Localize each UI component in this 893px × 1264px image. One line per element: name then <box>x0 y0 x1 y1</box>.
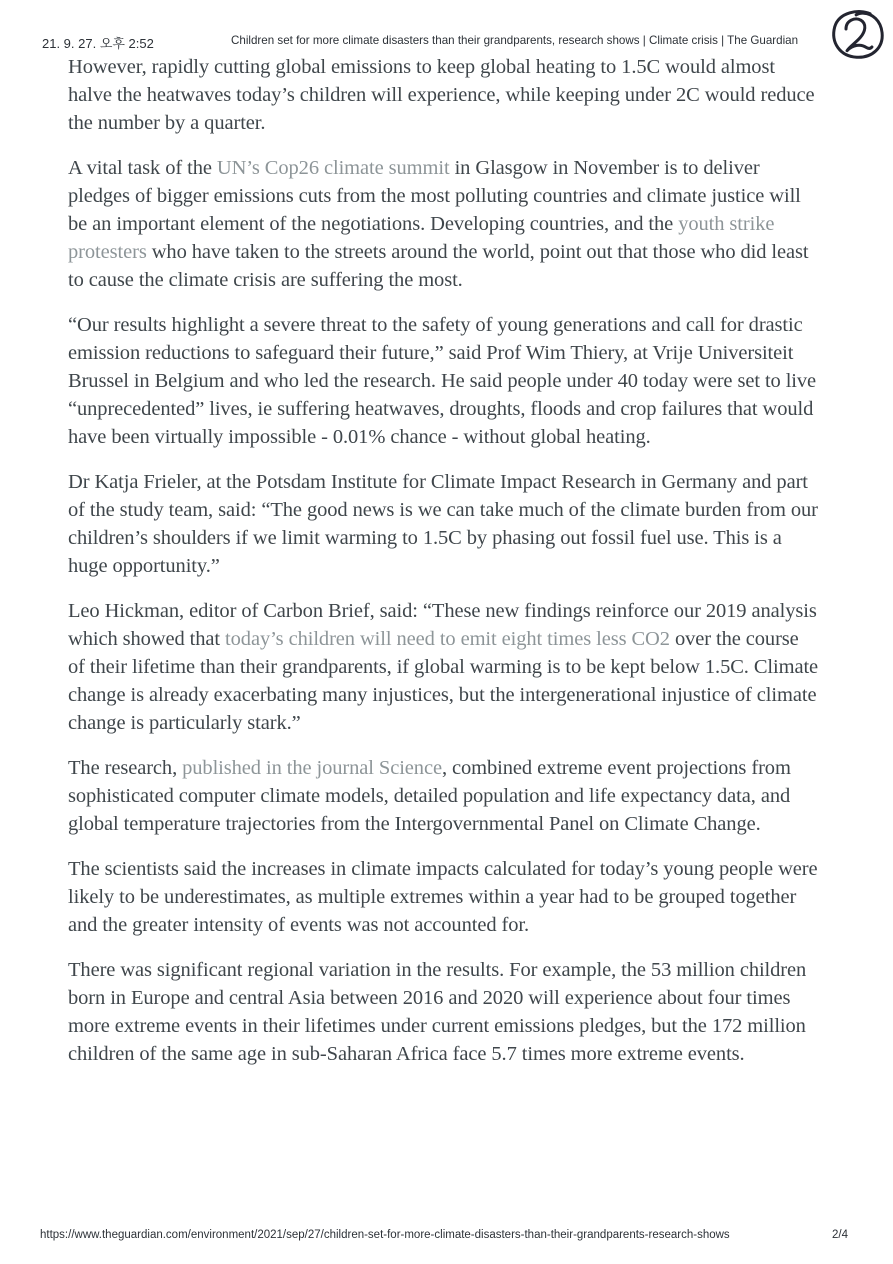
paragraph-text: The research, <box>68 757 183 779</box>
article-paragraph <box>68 311 820 451</box>
source-url: https://www.theguardian.com/environment/2021/sep/27/children-set-for-more-climate-disasters-than-their-grandparents-research-shows <box>40 1229 730 1241</box>
paragraph-text: Leo Hickman, editor of Carbon Brief, said: “These new findings reinforce our 2019 analysis which showed that <box>68 600 817 650</box>
handwritten-circled-2-icon <box>824 4 890 64</box>
paragraph-text: over the course of their lifetime than their grandparents, if global warming is to be kept below 1.5C. Climate change is already exacerbating many injustices, but the intergenerational injustice of climate change is particularly stark.” <box>68 628 819 734</box>
article-paragraph <box>68 956 820 1068</box>
article-paragraph <box>68 154 820 294</box>
article-paragraph <box>68 597 820 737</box>
paragraph-text: However, rapidly cutting global emissions to keep global heating to 1.5C would almost halve the heatwaves today’s children will experience, while keeping under 2C would reduce the number by a quarter. <box>68 56 815 134</box>
inline-link: youth strike protesters <box>68 213 775 263</box>
article-paragraph <box>68 754 820 838</box>
paragraph-text: who have taken to the streets around the world, point out that those who did least to cause the climate crisis are suffering the most. <box>68 241 809 291</box>
inline-link: UN’s Cop26 climate summit <box>216 157 450 179</box>
paragraph-text: A vital task of the <box>68 157 217 179</box>
inline-link: today’s children will need to emit eight times less CO2 <box>225 628 670 650</box>
print-timestamp: 21. 9. 27. 오후 2:52 <box>42 36 154 51</box>
article-paragraph <box>68 855 820 939</box>
page-number: 2/4 <box>832 1229 848 1241</box>
article-body <box>68 53 820 1085</box>
paragraph-text: Dr Katja Frieler, at the Potsdam Institute for Climate Impact Research in Germany and part of the study team, said: “The good news is we can take much of the climate burden from our children’s shoulders if we limit warming to 1.5C by phasing out fossil fuel use. This is a huge opportunity.” <box>68 471 818 577</box>
paragraph-text: in Glasgow in November is to deliver pledges of bigger emissions cuts from the most polluting countries and climate justice will be an important element of the negotiations. Developing countries, and the <box>68 157 801 235</box>
paragraph-text: The scientists said the increases in climate impacts calculated for today’s young people were likely to be underestimates, as multiple extremes within a year had to be grouped together and the greater intensity of events was not accounted for. <box>68 858 818 936</box>
paragraph-text: There was significant regional variation in the results. For example, the 53 million children born in Europe and central Asia between 2016 and 2020 will experience about four times more extreme events in their lifetimes under current emissions pledges, but the 172 million children of the same age in sub-Saharan Africa face 5.7 times more extreme events. <box>68 959 807 1065</box>
article-paragraph <box>68 468 820 580</box>
print-title: Children set for more climate disasters than their grandparents, research shows | Climate crisis | The Guardian <box>231 34 799 47</box>
paragraph-text: “Our results highlight a severe threat to the safety of young generations and call for drastic emission reductions to safeguard their future,” said Prof Wim Thiery, at Vrije Universiteit Brussel in Belgium and who led the research. He said people under 40 today were set to live “unprecedented” lives, ie suffering heatwaves, droughts, floods and crop failures that would have been virtually impossible - 0.01% chance - without global heating. <box>68 314 817 448</box>
article-paragraph <box>68 53 820 137</box>
inline-link: published in the journal Science <box>182 757 442 779</box>
paragraph-text: , combined extreme event projections from sophisticated computer climate models, detailed population and life expectancy data, and global temperature trajectories from the Intergovernmental Panel on Climate Change. <box>68 757 791 835</box>
